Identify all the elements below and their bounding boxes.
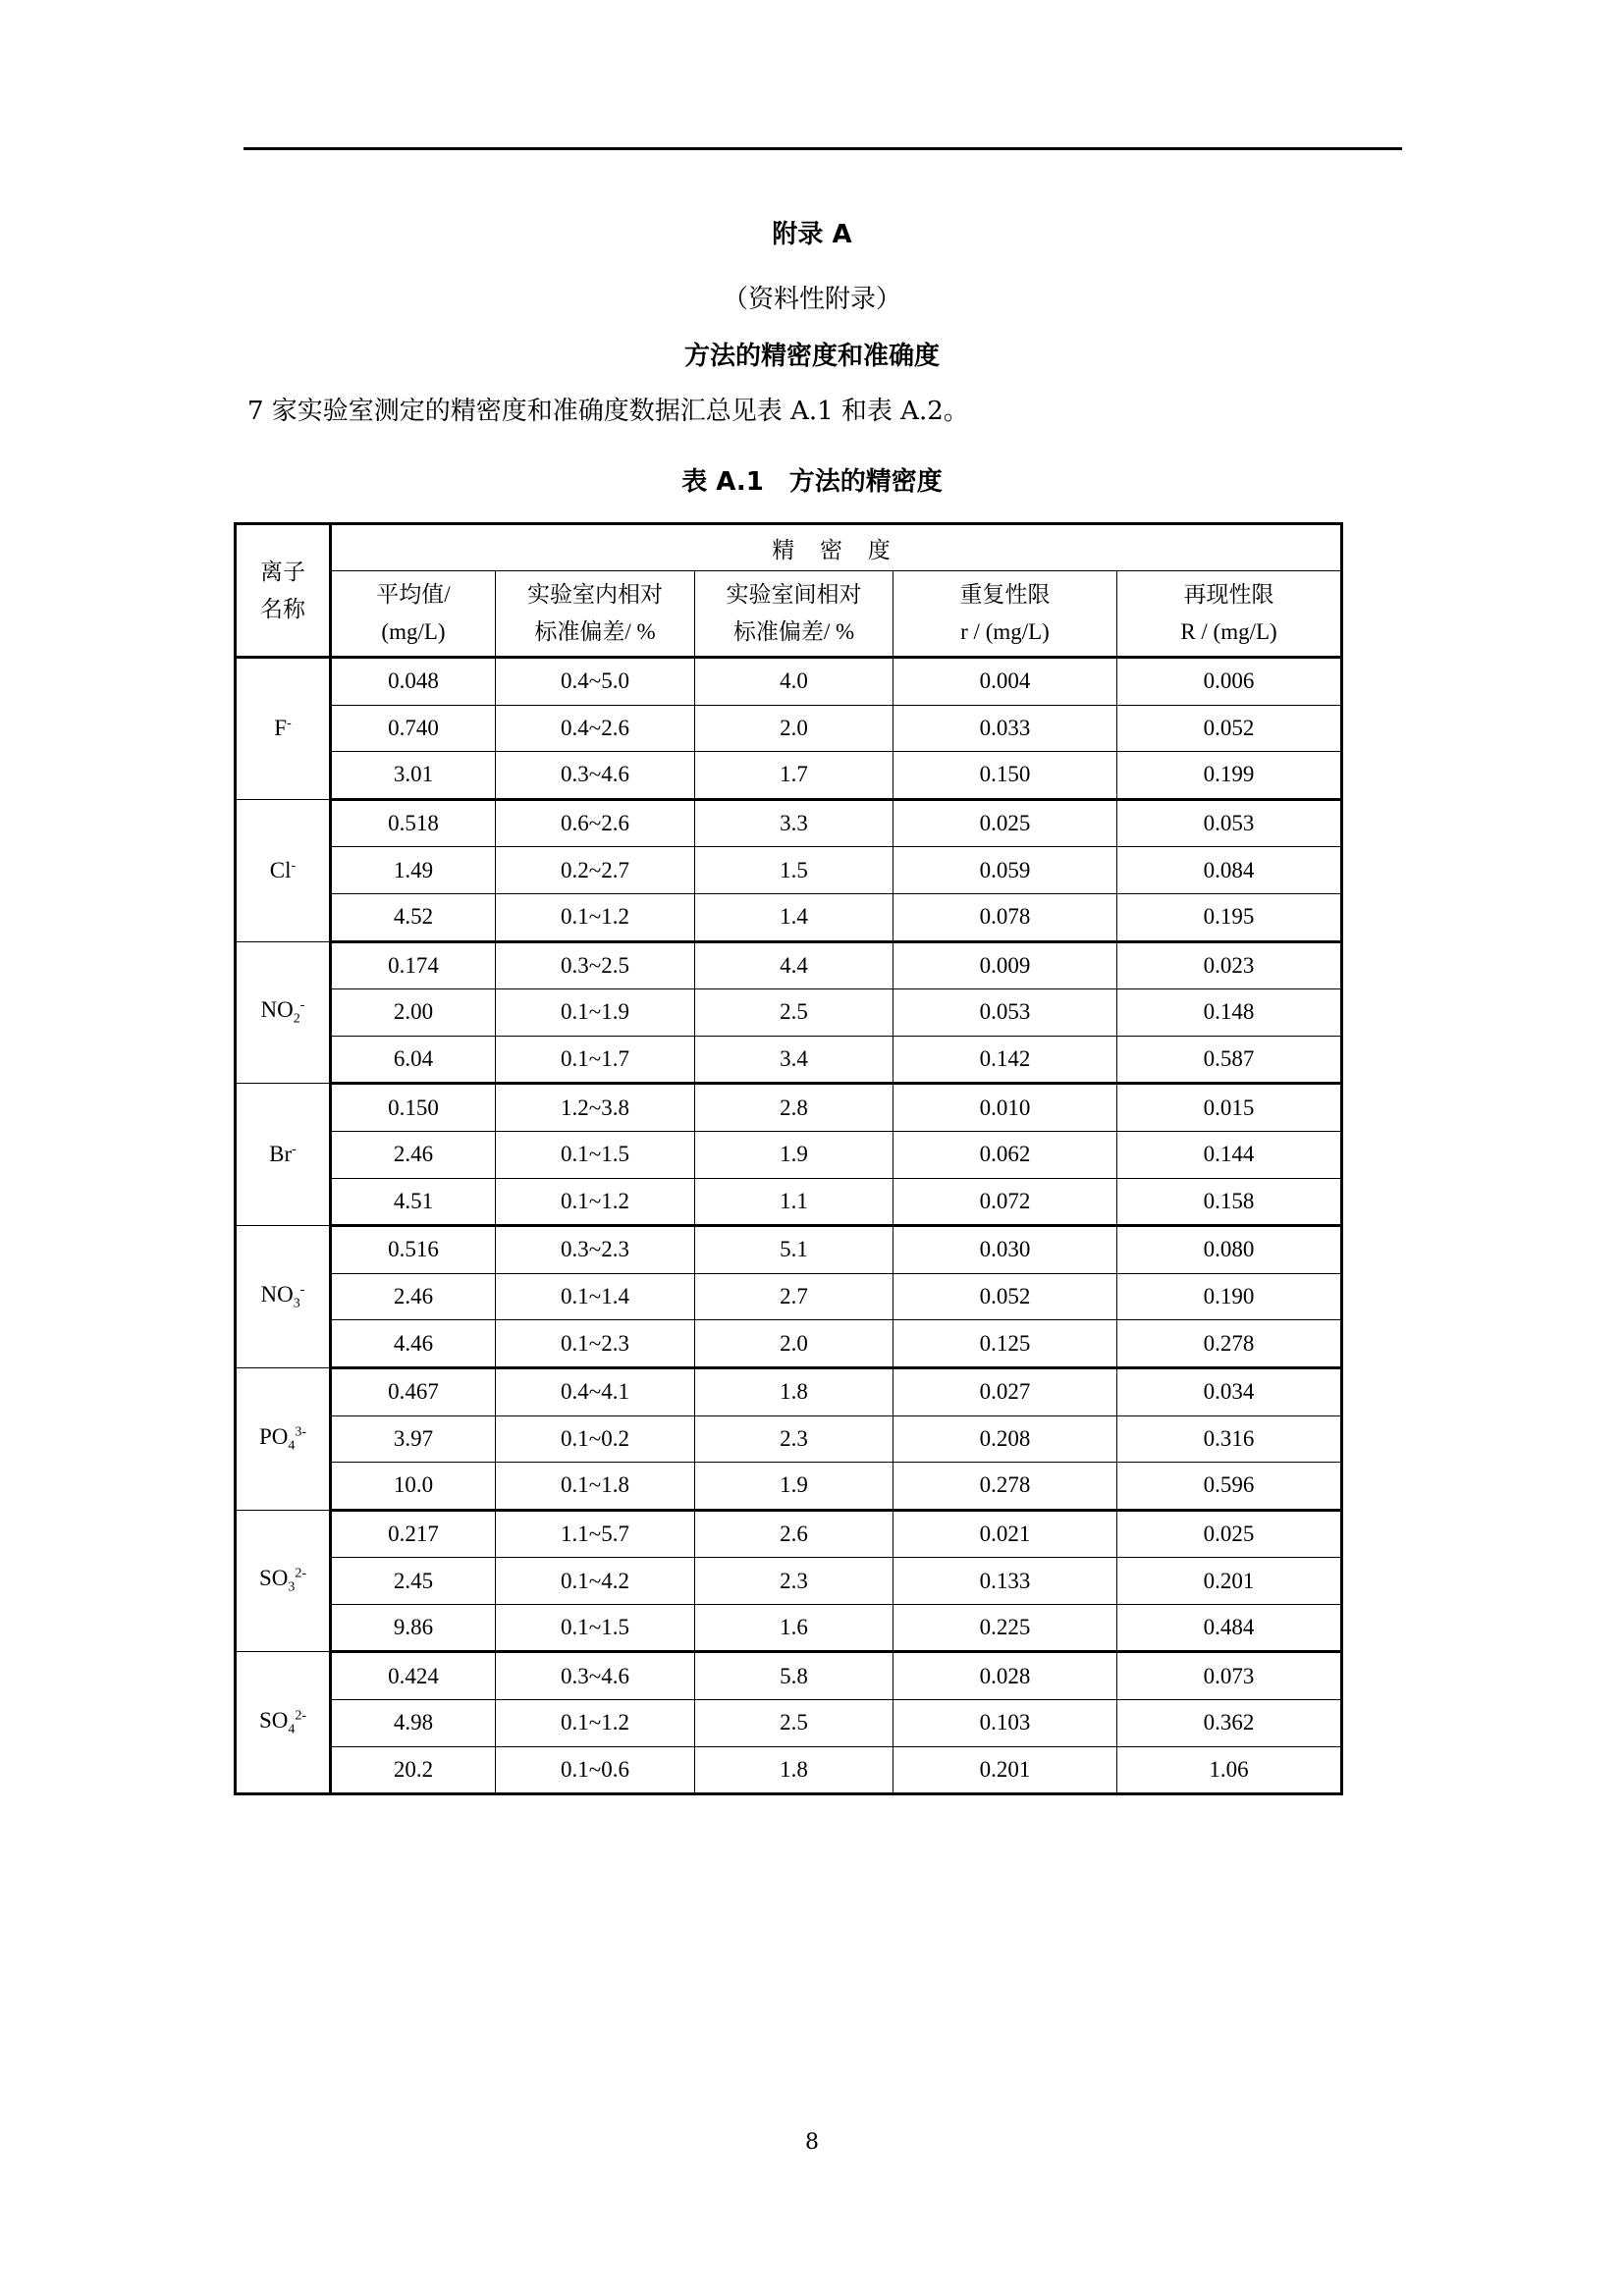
cell-mean: 2.46 (331, 1273, 496, 1320)
header-reprod-line1: 再现性限 (1183, 582, 1274, 607)
ion-charge: 3- (295, 1423, 307, 1439)
ion-charge: - (292, 1142, 297, 1157)
table-row (236, 1273, 1342, 1320)
cell-mean: 10.0 (331, 1463, 496, 1511)
cell-within-lab-rsd: 0.4~4.1 (496, 1367, 695, 1415)
cell-between-lab-rsd: 1.8 (695, 1746, 893, 1794)
cell-between-lab-rsd: 2.0 (695, 1320, 893, 1368)
header-within-line1: 实验室内相对 (527, 582, 663, 607)
table-row (236, 941, 1342, 989)
ion-symbol: Cl (269, 857, 292, 882)
ion-charge: - (291, 858, 297, 874)
cell-between-lab-rsd: 1.9 (695, 1131, 893, 1178)
table-caption: 表 A.1 方法的精密度 (681, 467, 943, 497)
table-row (236, 847, 1342, 894)
header-within-line2: 标准偏差/ % (534, 619, 656, 644)
cell-within-lab-rsd: 0.1~1.8 (496, 1463, 695, 1511)
cell-repeatability: 0.278 (893, 1463, 1117, 1511)
cell-mean: 3.97 (331, 1415, 496, 1463)
cell-reproducibility: 0.080 (1117, 1226, 1342, 1274)
cell-between-lab-rsd: 3.3 (695, 799, 893, 847)
cell-mean: 0.150 (331, 1084, 496, 1132)
cell-between-lab-rsd: 2.6 (695, 1510, 893, 1558)
header-reproducibility-limit (1117, 571, 1342, 658)
cell-repeatability: 0.062 (893, 1131, 1117, 1178)
table-row (236, 705, 1342, 752)
cell-mean: 4.51 (331, 1178, 496, 1226)
cell-reproducibility: 1.06 (1117, 1746, 1342, 1794)
table-row (236, 1746, 1342, 1794)
cell-between-lab-rsd: 1.8 (695, 1367, 893, 1415)
cell-repeatability: 0.025 (893, 799, 1117, 847)
cell-repeatability: 0.201 (893, 1746, 1117, 1794)
cell-between-lab-rsd: 4.4 (695, 941, 893, 989)
ion-charge: 2- (295, 1566, 307, 1581)
ion-subscript: 3 (288, 1579, 296, 1595)
header-within-lab-rsd (496, 571, 695, 658)
cell-repeatability: 0.021 (893, 1510, 1117, 1558)
table-row (236, 1652, 1342, 1700)
cell-between-lab-rsd: 2.8 (695, 1084, 893, 1132)
cell-between-lab-rsd: 1.9 (695, 1463, 893, 1511)
cell-between-lab-rsd: 1.1 (695, 1178, 893, 1226)
cell-within-lab-rsd: 0.3~4.6 (496, 752, 695, 800)
cell-repeatability: 0.150 (893, 752, 1117, 800)
cell-reproducibility: 0.596 (1117, 1463, 1342, 1511)
cell-mean: 4.52 (331, 893, 496, 941)
cell-mean: 0.048 (331, 658, 496, 706)
precision-table (234, 522, 1343, 1795)
cell-mean: 0.518 (331, 799, 496, 847)
ion-symbol: NO (260, 1281, 294, 1307)
cell-between-lab-rsd: 1.6 (695, 1604, 893, 1652)
table-header (236, 524, 1342, 658)
cell-reproducibility: 0.158 (1117, 1178, 1342, 1226)
cell-mean: 0.174 (331, 941, 496, 989)
cell-reproducibility: 0.025 (1117, 1510, 1342, 1558)
cell-reproducibility: 0.278 (1117, 1320, 1342, 1368)
table-row (236, 1558, 1342, 1605)
cell-reproducibility: 0.015 (1117, 1084, 1342, 1132)
table-row (236, 1131, 1342, 1178)
ion-subscript: 2 (293, 1011, 300, 1027)
cell-within-lab-rsd: 0.1~4.2 (496, 1558, 695, 1605)
cell-reproducibility: 0.190 (1117, 1273, 1342, 1320)
cell-repeatability: 0.142 (893, 1036, 1117, 1084)
cell-repeatability: 0.009 (893, 941, 1117, 989)
header-ion-line2: 名称 (260, 596, 305, 621)
ion-symbol: PO (258, 1423, 289, 1449)
header-mean (331, 571, 496, 658)
cell-repeatability: 0.225 (893, 1604, 1117, 1652)
cell-within-lab-rsd: 0.3~4.6 (496, 1652, 695, 1700)
cell-mean: 0.424 (331, 1652, 496, 1700)
section-title: 方法的精密度和准确度 (683, 342, 940, 371)
table-row (236, 1700, 1342, 1747)
ion-name-cell (236, 799, 331, 941)
header-ion-name (236, 524, 331, 658)
cell-repeatability: 0.133 (893, 1558, 1117, 1605)
page-number: 8 (805, 2130, 819, 2155)
cell-repeatability: 0.103 (893, 1700, 1117, 1747)
cell-between-lab-rsd: 2.3 (695, 1558, 893, 1605)
cell-repeatability: 0.030 (893, 1226, 1117, 1274)
cell-between-lab-rsd: 1.7 (695, 752, 893, 800)
cell-mean: 0.516 (331, 1226, 496, 1274)
cell-between-lab-rsd: 2.3 (695, 1415, 893, 1463)
table-row (236, 1367, 1342, 1415)
cell-reproducibility: 0.362 (1117, 1700, 1342, 1747)
cell-mean: 2.00 (331, 989, 496, 1037)
cell-between-lab-rsd: 1.4 (695, 893, 893, 941)
cell-reproducibility: 0.201 (1117, 1558, 1342, 1605)
ion-name-cell (236, 941, 331, 1084)
table-row (236, 1415, 1342, 1463)
cell-mean: 1.49 (331, 847, 496, 894)
table-row (236, 1084, 1342, 1132)
cell-repeatability: 0.208 (893, 1415, 1117, 1463)
cell-reproducibility: 0.316 (1117, 1415, 1342, 1463)
table-row (236, 1604, 1342, 1652)
cell-between-lab-rsd: 5.8 (695, 1652, 893, 1700)
cell-mean: 20.2 (331, 1746, 496, 1794)
cell-repeatability: 0.125 (893, 1320, 1117, 1368)
cell-within-lab-rsd: 0.6~2.6 (496, 799, 695, 847)
cell-repeatability: 0.033 (893, 705, 1117, 752)
cell-repeatability: 0.053 (893, 989, 1117, 1037)
ion-symbol: SO (258, 1566, 289, 1591)
table-row (236, 893, 1342, 941)
cell-between-lab-rsd: 1.5 (695, 847, 893, 894)
cell-between-lab-rsd: 5.1 (695, 1226, 893, 1274)
ion-symbol: NO (260, 997, 294, 1023)
ion-name-cell (236, 1367, 331, 1510)
cell-within-lab-rsd: 0.4~5.0 (496, 658, 695, 706)
header-repeat-line2: r / (mg/L) (960, 619, 1050, 644)
cell-reproducibility: 0.023 (1117, 941, 1342, 989)
header-repeatability-limit (893, 571, 1117, 658)
cell-reproducibility: 0.006 (1117, 658, 1342, 706)
cell-within-lab-rsd: 0.1~1.7 (496, 1036, 695, 1084)
ion-charge: 2- (295, 1707, 307, 1723)
cell-within-lab-rsd: 0.1~0.6 (496, 1746, 695, 1794)
appendix-type: （资料性附录） (722, 285, 901, 314)
ion-name-cell (236, 1084, 331, 1226)
cell-within-lab-rsd: 0.1~0.2 (496, 1415, 695, 1463)
header-reprod-line2: R / (mg/L) (1180, 619, 1277, 644)
cell-between-lab-rsd: 2.7 (695, 1273, 893, 1320)
cell-repeatability: 0.004 (893, 658, 1117, 706)
cell-within-lab-rsd: 1.1~5.7 (496, 1510, 695, 1558)
header-mean-line1: 平均值/ (376, 582, 451, 607)
table-row (236, 1178, 1342, 1226)
table-row (236, 1320, 1342, 1368)
cell-reproducibility: 0.053 (1117, 799, 1342, 847)
header-between-line1: 实验室间相对 (726, 582, 862, 607)
cell-reproducibility: 0.484 (1117, 1604, 1342, 1652)
cell-repeatability: 0.078 (893, 893, 1117, 941)
cell-within-lab-rsd: 0.1~1.4 (496, 1273, 695, 1320)
cell-repeatability: 0.059 (893, 847, 1117, 894)
cell-reproducibility: 0.148 (1117, 989, 1342, 1037)
cell-reproducibility: 0.052 (1117, 705, 1342, 752)
cell-mean: 4.98 (331, 1700, 496, 1747)
table-row (236, 1036, 1342, 1084)
cell-between-lab-rsd: 2.5 (695, 1700, 893, 1747)
cell-repeatability: 0.072 (893, 1178, 1117, 1226)
ion-name-cell (236, 1226, 331, 1368)
ion-symbol: F (274, 716, 288, 741)
cell-within-lab-rsd: 0.3~2.3 (496, 1226, 695, 1274)
ion-subscript: 3 (293, 1296, 300, 1311)
ion-symbol: Br (269, 1142, 293, 1167)
cell-reproducibility: 0.587 (1117, 1036, 1342, 1084)
cell-reproducibility: 0.084 (1117, 847, 1342, 894)
cell-within-lab-rsd: 0.1~2.3 (496, 1320, 695, 1368)
header-mean-line2: (mg/L) (381, 619, 446, 644)
cell-mean: 0.467 (331, 1367, 496, 1415)
intro-paragraph: 7 家实验室测定的精密度和准确度数据汇总见表 A.1 和表 A.2。 (247, 397, 969, 426)
cell-within-lab-rsd: 0.1~1.2 (496, 893, 695, 941)
ion-charge: - (287, 716, 292, 731)
table-row (236, 989, 1342, 1037)
cell-repeatability: 0.052 (893, 1273, 1117, 1320)
cell-mean: 2.46 (331, 1131, 496, 1178)
cell-within-lab-rsd: 0.1~1.5 (496, 1131, 695, 1178)
cell-between-lab-rsd: 4.0 (695, 658, 893, 706)
table-row (236, 1510, 1342, 1558)
cell-reproducibility: 0.199 (1117, 752, 1342, 800)
appendix-title: 附录 A (772, 220, 852, 249)
table-row (236, 1226, 1342, 1274)
ion-name-cell (236, 1652, 331, 1794)
cell-reproducibility: 0.073 (1117, 1652, 1342, 1700)
cell-reproducibility: 0.195 (1117, 893, 1342, 941)
table-body (236, 658, 1342, 1794)
cell-between-lab-rsd: 2.0 (695, 705, 893, 752)
cell-reproducibility: 0.034 (1117, 1367, 1342, 1415)
cell-within-lab-rsd: 0.1~1.9 (496, 989, 695, 1037)
ion-name-cell (236, 1510, 331, 1652)
cell-mean: 3.01 (331, 752, 496, 800)
header-repeat-line1: 重复性限 (959, 582, 1051, 607)
cell-mean: 2.45 (331, 1558, 496, 1605)
cell-mean: 6.04 (331, 1036, 496, 1084)
cell-mean: 0.740 (331, 705, 496, 752)
header-between-line2: 标准偏差/ % (732, 619, 855, 644)
cell-within-lab-rsd: 0.3~2.5 (496, 941, 695, 989)
cell-within-lab-rsd: 1.2~3.8 (496, 1084, 695, 1132)
cell-within-lab-rsd: 0.4~2.6 (496, 705, 695, 752)
cell-between-lab-rsd: 2.5 (695, 989, 893, 1037)
ion-subscript: 4 (288, 1438, 296, 1454)
cell-mean: 9.86 (331, 1604, 496, 1652)
cell-mean: 0.217 (331, 1510, 496, 1558)
table-row (236, 658, 1342, 706)
cell-within-lab-rsd: 0.1~1.2 (496, 1700, 695, 1747)
cell-within-lab-rsd: 0.2~2.7 (496, 847, 695, 894)
table-row (236, 799, 1342, 847)
header-rule (244, 147, 1402, 150)
ion-charge: - (299, 1282, 305, 1298)
ion-subscript: 4 (288, 1722, 296, 1737)
header-ion-line1: 离子 (260, 559, 305, 584)
cell-repeatability: 0.027 (893, 1367, 1117, 1415)
cell-repeatability: 0.010 (893, 1084, 1117, 1132)
cell-between-lab-rsd: 3.4 (695, 1036, 893, 1084)
table-row (236, 1463, 1342, 1511)
ion-symbol: SO (258, 1707, 289, 1733)
cell-repeatability: 0.028 (893, 1652, 1117, 1700)
ion-name-cell (236, 658, 331, 800)
table-row (236, 752, 1342, 800)
header-precision-group: 精 密 度 (331, 524, 1342, 571)
cell-within-lab-rsd: 0.1~1.2 (496, 1178, 695, 1226)
cell-reproducibility: 0.144 (1117, 1131, 1342, 1178)
header-between-lab-rsd (695, 571, 893, 658)
cell-mean: 4.46 (331, 1320, 496, 1368)
cell-within-lab-rsd: 0.1~1.5 (496, 1604, 695, 1652)
ion-charge: - (299, 997, 305, 1013)
